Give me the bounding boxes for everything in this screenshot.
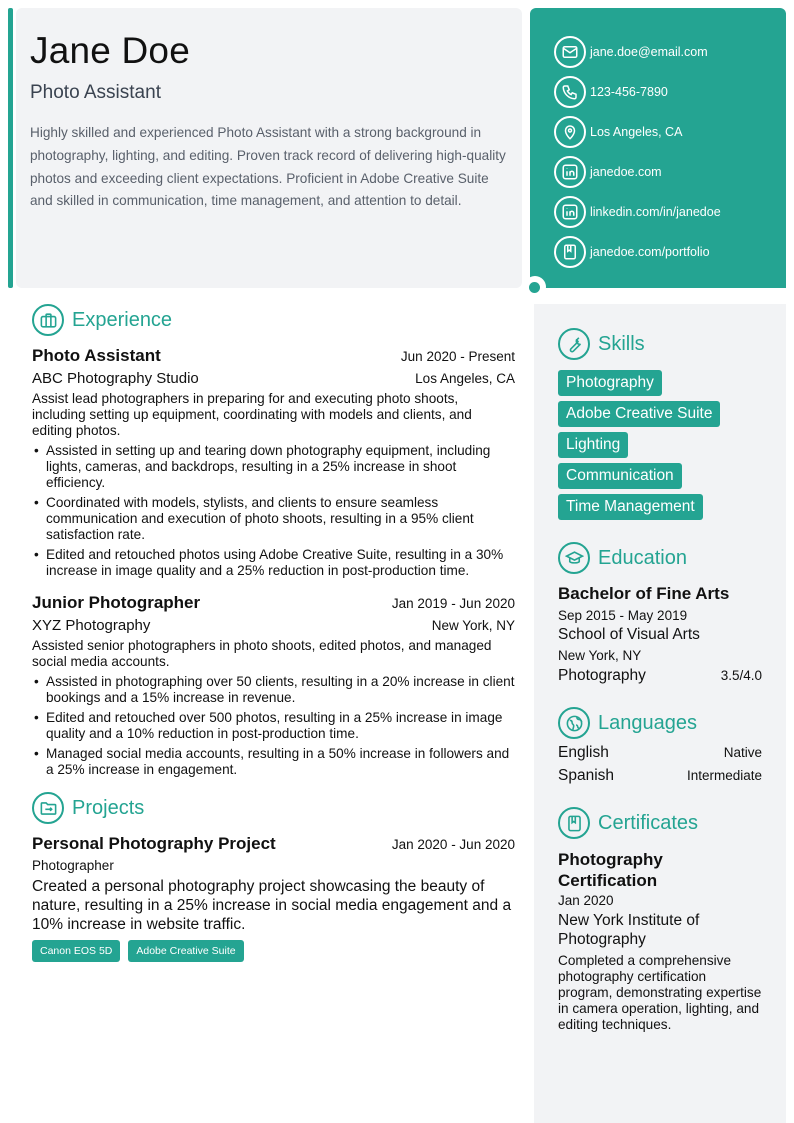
skill-tag: Communication [558,463,682,489]
experience-section [32,304,515,778]
certificates-section [558,807,762,1033]
skill-tag: Photography [558,370,662,396]
certificate-name: Photography Certification [558,850,663,890]
job-company: XYZ Photography [32,617,151,634]
contact-phone-text: 123-456-7890 [590,85,668,99]
linkedin-icon [554,196,586,228]
education-header [558,542,762,574]
experience-header [32,304,515,336]
job-entry [32,346,515,579]
job-dates: Jan 2019 - Jun 2020 [391,596,515,611]
graduation-cap-icon [558,542,590,574]
job-dates: Jun 2020 - Present [400,349,515,364]
certificates-header [558,807,762,839]
language-name: Spanish [558,767,615,784]
linkedin-icon [554,156,586,188]
languages-title: Languages [598,711,697,734]
achievement-item: • Edited and retouched photos using Adobe Creative Suite, resulting in a 30% increase in image quality and a 25% reduction in post-production time. [32,547,515,579]
candidate-title: Photo Assistant [30,82,161,103]
skills-header [558,328,762,360]
language-item [558,767,762,785]
job-role: Photo Assistant [32,346,161,365]
project-description: Created a personal photography project showcasing the beauty of nature, resulting in a 25% increase in social media engagement and a 10% increase in website traffic. [32,878,512,933]
certificate-date: Jan 2020 [558,893,614,908]
contact-website-text: janedoe.com [590,165,662,179]
skills-title: Skills [598,332,645,355]
mail-icon [554,36,586,68]
job-description: Assisted senior photographers in photo shoots, edited photos, and managed social media accounts. [32,638,492,669]
job-achievements [32,443,515,579]
portfolio-book-icon [554,236,586,268]
experience-title: Experience [72,308,173,331]
project-dates: Jan 2020 - Jun 2020 [391,837,515,852]
skills-list [558,370,762,520]
briefcase-icon [32,304,64,336]
languages-header [558,707,762,739]
skill-tag: Lighting [558,432,628,458]
job-location: Los Angeles, CA [415,371,515,386]
contact-linkedin-text: linkedin.com/in/janedoe [590,205,721,219]
job-achievements [32,674,515,778]
projects-title: Projects [72,796,145,819]
job-description: Assist lead photographers in preparing for and executing photo shoots, including setting up equipment, coordinating with models and clients, and editing photos. [32,391,472,438]
education-gpa: 3.5/4.0 [720,668,762,683]
education-school: School of Visual Arts [558,626,700,643]
profile-summary: Highly skilled and experienced Photo Assistant with a strong background in photography, lighting, and editing. Proven track record of delivering high-quality photos and exceeding client expectations. Proficient in Adobe Creative Suite and skilled in communication, time management, and attention to detail. [30,125,506,209]
contact-location [554,112,786,152]
education-degree: Bachelor of Fine Arts [558,584,730,603]
certificates-title: Certificates [598,811,699,834]
header-connector-dot [529,282,540,293]
project-name: Personal Photography Project [32,834,276,853]
contact-website[interactable] [554,152,786,192]
education-dates: Sep 2015 - May 2019 [558,608,688,623]
achievement-item: • Assisted in setting up and tearing down photography equipment, including lights, cameras, and backdrops, resulting in a 25% increase in shoot efficiency. [32,443,515,491]
contact-email-text: jane.doe@email.com [590,45,708,59]
contact-email[interactable] [554,32,786,72]
projects-header [32,792,515,824]
language-name: English [558,744,609,761]
certificate-book-icon [558,807,590,839]
sidebar [534,304,786,1123]
certificate-issuer: New York Institute of Photography [558,912,700,948]
projects-section [32,792,515,962]
job-location: New York, NY [431,618,515,633]
achievement-item: • Assisted in photographing over 50 clients, resulting in a 20% increase in client bookings and a 15% increase in revenue. [32,674,515,706]
job-company: ABC Photography Studio [32,370,199,387]
phone-icon [554,76,586,108]
project-tag: Adobe Creative Suite [128,940,243,962]
language-item [558,744,762,762]
achievement-item: • Coordinated with models, stylists, and clients to ensure seamless communication and execution of photo shoots, resulting in a 95% client satisfaction rate. [32,495,515,543]
main-column [32,304,515,962]
candidate-name: Jane Doe [30,30,190,71]
job-role: Junior Photographer [32,593,201,612]
header-accent-bar [8,8,13,288]
map-pin-icon [554,116,586,148]
project-tags [32,940,515,962]
certificate-description: Completed a comprehensive photography certification program, demonstrating expertise in camera operation, lighting, and editing techniques. [558,953,762,1032]
education-title: Education [598,546,687,569]
wrench-icon [558,328,590,360]
skill-tag: Adobe Creative Suite [558,401,720,427]
skills-section [558,328,762,520]
education-section [558,542,762,685]
education-location: New York, NY [558,648,642,663]
job-entry [32,593,515,778]
contact-location-text: Los Angeles, CA [590,125,683,139]
contact-phone[interactable] [554,72,786,112]
contact-linkedin[interactable] [554,192,786,232]
project-tag: Canon EOS 5D [32,940,120,962]
header-panel [16,8,522,288]
language-level: Intermediate [686,768,762,783]
project-role: Photographer [32,858,114,873]
folder-icon [32,792,64,824]
contact-portfolio-text: janedoe.com/portfolio [590,245,710,259]
language-level: Native [723,745,762,760]
skill-tag: Time Management [558,494,703,520]
achievement-item: • Edited and retouched over 500 photos, resulting in a 25% increase in image quality and a 10% reduction in post-production time. [32,710,515,742]
project-entry [32,834,515,962]
contact-panel [530,8,786,288]
languages-section [558,707,762,785]
achievement-item: • Managed social media accounts, resulting in a 50% increase in followers and a 25% increase in engagement. [32,746,515,778]
globe-icon [558,707,590,739]
education-field: Photography [558,667,646,684]
contact-portfolio[interactable] [554,232,786,272]
